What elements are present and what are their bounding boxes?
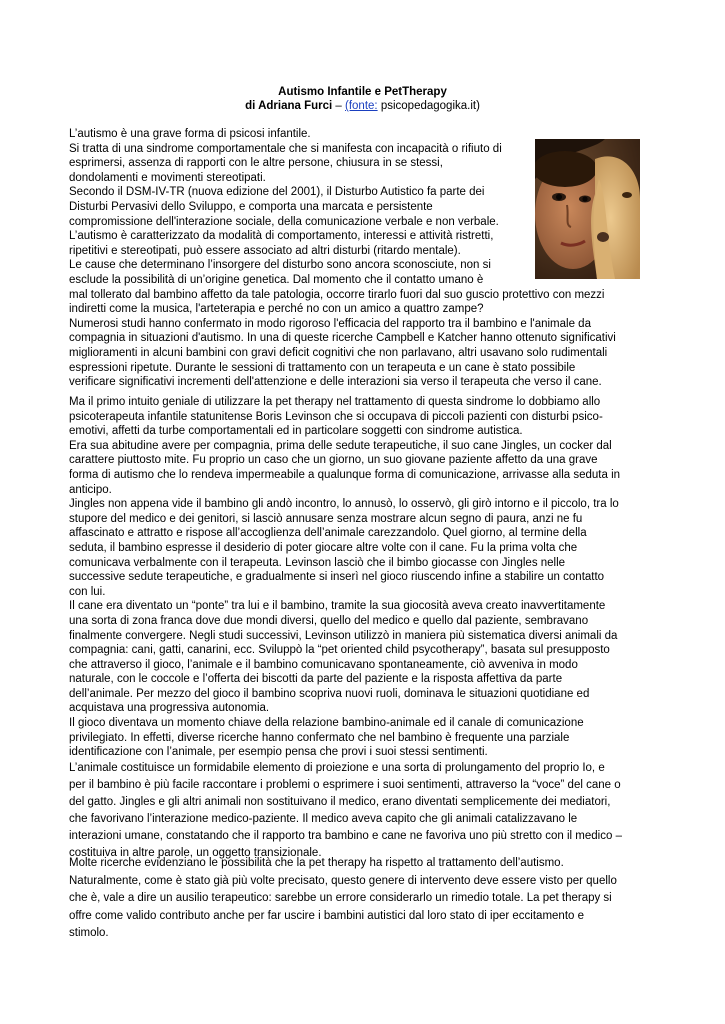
text-line: identificazione con l’animale, per esempio pensa che provi i suoi stessi sentimenti. [69, 746, 488, 759]
text-line: del gatto. Jingles e gli altri animali non sostituivano il medico, erano diventati semplicemente dei mediatori, [69, 795, 611, 808]
text-line: compromissione dell'interazione sociale, della comunicazione verbale e non verbale. [69, 215, 499, 228]
text-line: mal tollerato dal bambino affetto da tale patologia, occorre tirarlo fuori dal suo guscio protettivo con mezzi [69, 288, 605, 301]
text-line: che attraverso il gioco, l’animale e il bambino comunicavano spontaneamente, ciò avveniva in modo [69, 658, 578, 671]
text-line: Era sua abitudine avere per compagnia, prima delle sedute terapeutiche, il suo cane Jingles, un cocker dal [69, 439, 612, 452]
text-line: dondolamenti e movimenti stereotipati. [69, 171, 266, 184]
text-line: compagnia in situazioni d'autismo. In una di queste ricerche Campbell e Katcher hanno ottenuto significativi [69, 332, 616, 345]
paragraph-2 [69, 395, 655, 862]
text-line: verificare significativi incrementi dell'attenzione e delle interazioni sia verso il terapeuta che verso il cane. [69, 376, 602, 389]
text-line: ripetitivi e stereotipati, può essere associato ad altri disturbi (ritardo mentale). [69, 244, 461, 257]
text-line: dell’animale. Per mezzo del gioco il bambino scopriva nuovi ruoli, dominava le situazioni quotidiane ed [69, 687, 590, 700]
text-line: psicoterapeuta infantile statunitense Boris Levinson che si occupava di piccoli pazienti con disturbi psico- [69, 410, 603, 423]
text-line: una sorta di zona franca dove due mondi diversi, quello del medico e quello dal paziente, sembravano [69, 614, 589, 627]
text-line: privilegiato. In effetti, diverse ricerche hanno confermato che nel bambino è frequente una parziale [69, 731, 570, 744]
text-line: Il gioco diventava un momento chiave della relazione bambino-animale ed il canale di comunicazione [69, 717, 584, 730]
text-line: emotivi, affetti da turbe comportamentali ed in particolare soggetti con sindrome autistica. [69, 425, 523, 438]
document-subtitle [0, 99, 725, 114]
text-line: acquistava una progressiva autonomia. [69, 702, 270, 715]
text-line: che favorivano l’interazione medico-paziente. Il medico aveva capito che gli animali catalizzavano le [69, 812, 578, 825]
text-line: forma di autismo che lo rendeva impermeabile a qualunque forma di comunicazione, arrivasse alla seduta in [69, 468, 621, 481]
source-link[interactable]: (fonte: [345, 100, 378, 112]
text-line: Si tratta di una sindrome comportamentale che si manifesta con incapacità o rifiuto di [69, 142, 502, 155]
text-line: per il bambino è più facile raccontare i problemi o esprimere i suoi sentimenti, attraverso la “voce” del cane o [69, 778, 621, 791]
text-line: stimolo. [69, 927, 109, 940]
text-line: offre come valido contributo anche per far uscire i bambini autistici dal loro stato di iper eccitamento e [69, 909, 584, 922]
text-line: L’autismo è una grave forma di psicosi infantile. [69, 128, 311, 140]
author-name: di Adriana Furci [245, 100, 333, 112]
text-line: Naturalmente, come è stato già più volte precisato, questo genere di intervento deve essere visto per quello [69, 874, 617, 887]
text-line: successive sedute terapeutiche, e gradualmente si inserì nel gioco riuscendo infine a stabilire un contatto [69, 571, 605, 584]
document-title: Autismo Infantile e PetTherapy [278, 86, 447, 98]
text-line: Il cane era diventato un “ponte” tra lui e il bambino, tramite la sua giocosità aveva creato inavvertitamente [69, 600, 606, 613]
text-line: compagnia: cani, gatti, canarini, ecc. Sviluppò la “pet oriented child psycotherapy”, basata sul presupposto [69, 644, 610, 657]
text-line: L’autismo è caratterizzato da modalità di comportamento, interessi e attività ristretti, [69, 230, 494, 243]
text-line: costituiva in altre parole, un oggetto transizionale. [69, 846, 322, 859]
text-line: miglioramenti in alcuni bambini con gravi deficit cognitivi che non parlavano, altri usavano solo rudimentali [69, 346, 608, 359]
text-line: con lui. [69, 585, 106, 598]
text-line: esprimersi, assenza di rapporti con le altre persone, chiusura in se stessi, [69, 157, 443, 170]
text-line: carattere piuttosto mite. Fu proprio un caso che un giorno, un suo giovane paziente affetto da una grave [69, 454, 598, 467]
text-line: Molte ricerche evidenziano le possibilità che la pet therapy ha rispetto al trattamento dell’autismo. [69, 857, 564, 869]
text-line: che è, vale a dire un ausilio terapeutico: sarebbe un errore considerarlo un rimedio totale. La pet therapy si [69, 892, 612, 905]
text-line: espressioni ripetute. Durante le sessioni di trattamento con un terapeuta e un cane è stato possibile [69, 361, 576, 374]
text-line: naturale, con le coccole e l’offerta dei biscotti da parte del paziente e la risposta affettiva da parte [69, 673, 563, 686]
text-line: indiretti come la musica, l'arteterapia e perché no con un amico a quattro zampe? [69, 303, 484, 316]
text-line: Ma il primo intuito geniale di utilizzare la pet therapy nel trattamento di questa sindrome lo dobbiamo allo [69, 396, 601, 408]
text-line: Numerosi studi hanno confermato in modo rigoroso l'efficacia del rapporto tra il bambino e l'animale da [69, 317, 591, 330]
text-line: interazioni umane, constatando che il rapporto tra bambino e cane ne favoriva uno più stretto con il medico – [69, 829, 622, 842]
text-line: Jingles non appena vide il bambino gli andò incontro, lo annusò, lo osservò, gli girò intorno e il piccolo, tra lo [69, 498, 619, 511]
text-line: Le cause che determinano l’insorgere del disturbo sono ancora sconosciute, non si [69, 259, 491, 272]
subtitle-dash: – [335, 100, 342, 112]
text-line: Secondo il DSM-IV-TR (nuova edizione del 2001), il Disturbo Autistico fa parte dei [69, 186, 485, 199]
paragraph-3 [69, 855, 655, 943]
paragraph-1 [69, 127, 655, 390]
text-line: finalmente convergere. Negli studi successivi, Levinson utilizzò in maniera più sistematica diversi animali da [69, 629, 618, 642]
text-line: anticipo. [69, 483, 112, 496]
text-line: esclude la possibilità di un’origine genetica. Dal momento che il contatto umano è [69, 273, 484, 286]
text-line: affascinato e attratto e rispose all’accoglienza dell’animale carezzandolo. Quel giorno, al termine della [69, 527, 587, 540]
text-line: seduta, il bambino espresse il desiderio di poter giocare altre volte con il cane. Fu la prima volta che [69, 541, 578, 554]
text-line: L’animale costituisce un formidabile elemento di proiezione e una sorta di prolungamento del proprio Io, e [69, 761, 605, 774]
text-line: comunicava verbalmente con il terapeuta. Levinson lasciò che il bimbo giocasse con Jingles nelle [69, 556, 566, 569]
text-line: stupore del medico e dei genitori, si lasciò annusare senza mostrare alcun segno di paura, anzi ne fu [69, 512, 583, 525]
source-name: psicopedagogika.it) [380, 100, 480, 112]
text-line: Disturbi Pervasivi dello Sviluppo, e comporta una marcata e persistente [69, 200, 433, 213]
